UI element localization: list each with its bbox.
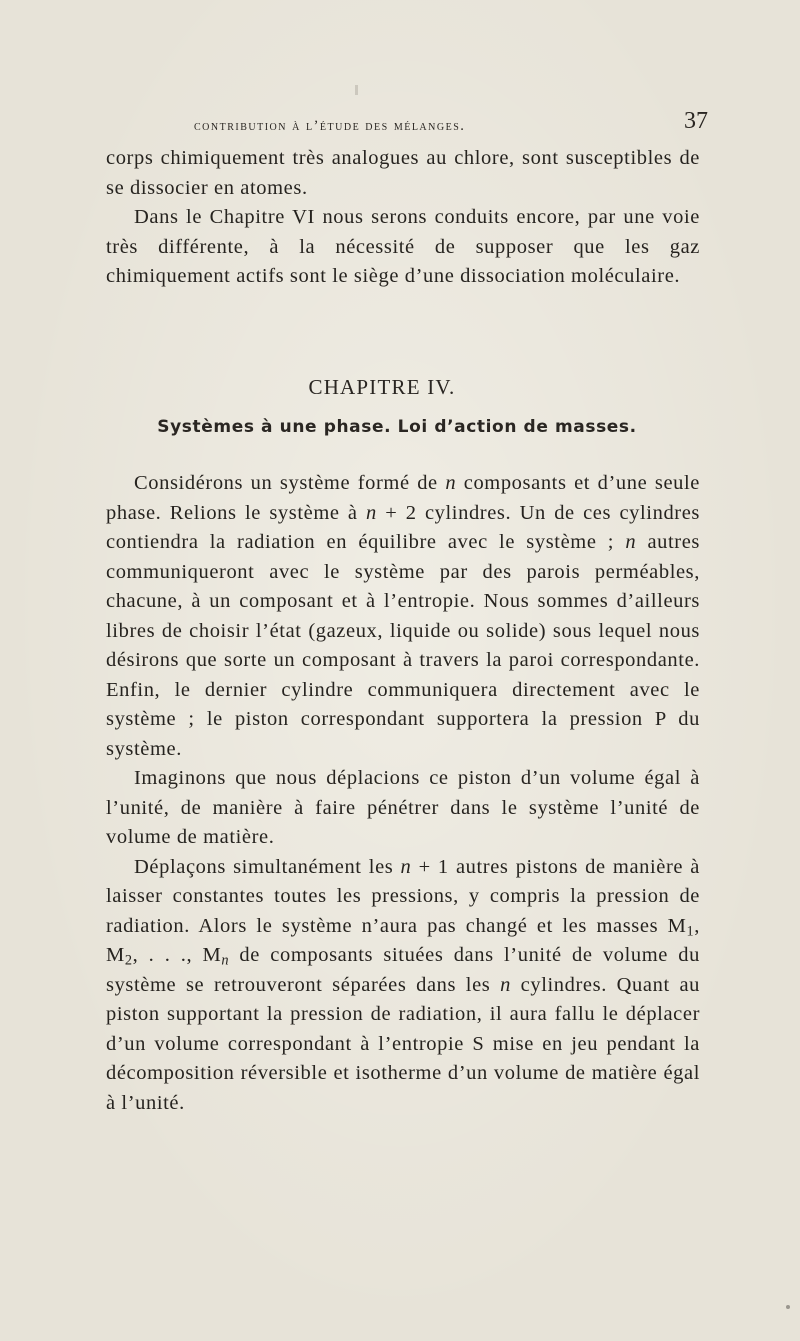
subscript: 1: [686, 923, 695, 940]
text-run: Déplaçons simultanément les: [134, 855, 401, 878]
text-run: + 2 cylindres. Un de ces cylindres contiendra la radiation en équilibre avec le système ;: [106, 501, 700, 553]
text-run: de composants situées dans l’unité de volume du système se retrouveront séparées dans les: [106, 944, 700, 996]
running-title: contribution à l’étude des mélanges.: [194, 118, 466, 134]
text-run: autres communiqueront avec le système par des parois perméables, chacune, à un composant et à l’entropie. Nous sommes d’ailleurs libres de choisir l’état (gazeux, liquide ou solide) sous lequel nous désirons que sorte un composant à travers la paroi correspondante. Enfin, le dernier cylindre communiquera directement avec le système ; le piston correspondant supportera la pression P du système.: [106, 531, 700, 760]
paragraph-deplacons: [106, 853, 700, 1119]
text-run: composants et d’une seule phase. Relions le système à: [106, 472, 700, 524]
page-dot: [786, 1305, 790, 1309]
page-number: 37: [684, 108, 708, 134]
italic-variable: n: [625, 531, 637, 553]
text-run: Imaginons que nous déplacions ce piston d’un volume égal à l’unité, de manière à faire pénétrer dans le système l’unité de volume de matière.: [106, 767, 700, 848]
text-run: cylindres. Quant au piston supportant la pression de radiation, il aura fallu le déplacer d’un volume correspondant à l’entropie S mise en jeu pendant la décomposition réversible et isotherme d’un volume de matière égal à l’unité.: [106, 973, 701, 1114]
subscript: n: [221, 952, 230, 969]
text-run: , . . ., M: [132, 944, 222, 966]
chapter-heading: [0, 375, 800, 437]
intro-text-block: [106, 144, 700, 292]
italic-variable: n: [445, 472, 457, 494]
subscript: 2: [124, 952, 133, 969]
intro-paragraph-continuation: corps chimiquement très analogues au chlore, sont susceptibles de se dissocier en atomes.: [106, 147, 700, 199]
italic-variable: n: [366, 501, 377, 524]
text-run: Considérons un système formé de: [134, 472, 446, 494]
italic-variable: n: [400, 855, 412, 878]
paper-speck: [355, 85, 358, 95]
text-run: , M: [106, 914, 700, 966]
chapter-subtitle: Systèmes à une phase. Loi d’action de masses.: [157, 417, 637, 437]
italic-variable: n: [500, 973, 511, 996]
paragraph-systeme: [106, 469, 700, 764]
chapter-title: CHAPITRE IV.: [308, 375, 456, 399]
intro-paragraph: Dans le Chapitre VI nous serons conduits encore, par une voie très différente, à la nécessité de supposer que les gaz chimiquement actifs sont le siège d’une dissociation moléculaire.: [106, 206, 700, 287]
paragraph-imaginons: [106, 764, 700, 853]
text-run: + 1 autres pistons de manière à laisser constantes toutes les pressions, y compris la pression de radiation. Alors le système n’aura pas changé et les masses M: [106, 855, 700, 937]
running-head: [106, 108, 708, 142]
chapter-body: [106, 469, 700, 1118]
